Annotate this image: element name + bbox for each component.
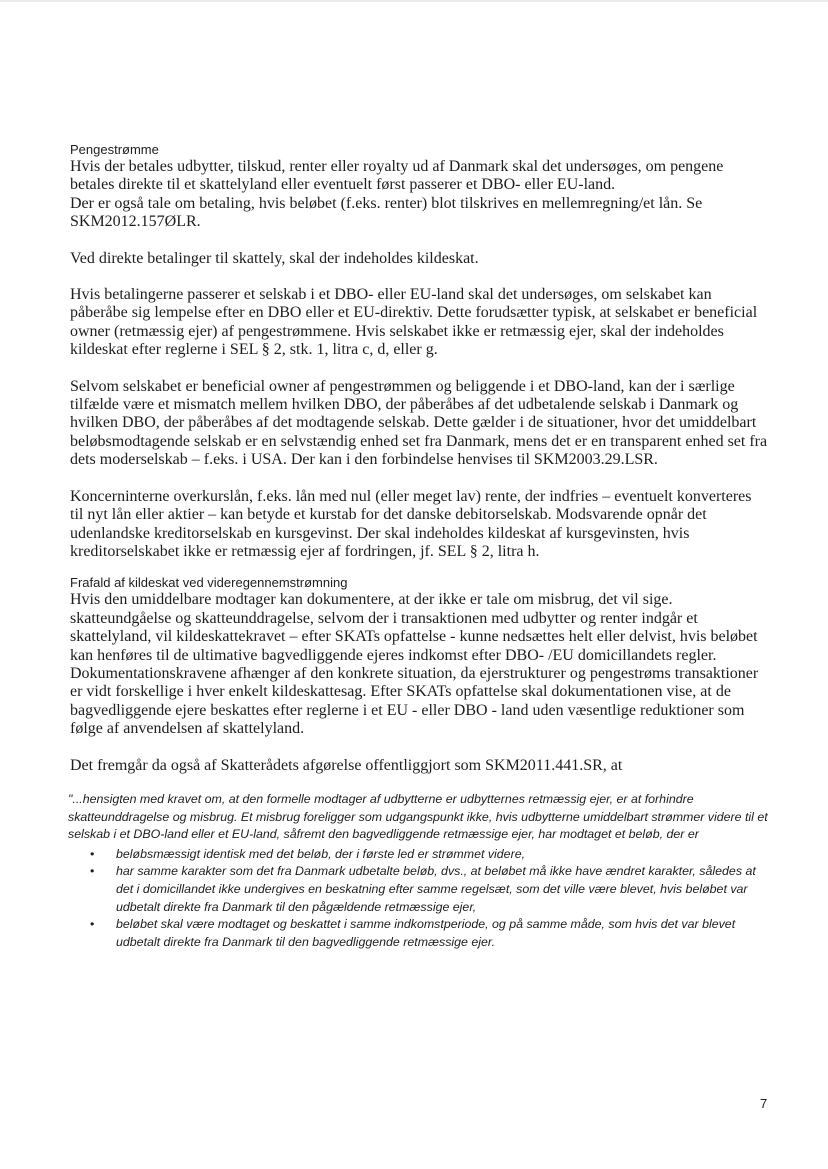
heading-frafald: Frafald af kildeskat ved videregennemstrømning [70, 575, 348, 591]
list-item-text: beløbet skal være modtaget og beskattet i samme indkomstperiode, og på samme måde, som hvis det var blevet udbetalt direkte fra Danmark til den bagvedliggende retmæssige ejer. [116, 917, 736, 949]
page-number: 7 [760, 1096, 768, 1111]
paragraph-3: Hvis betalingerne passerer et selskab i et DBO- eller EU-land skal det undersøges, om selskabet kan påberåbe sig lempelse efter en DBO eller et EU-direktiv. Dette forudsætter typisk, at selskabet er beneficial owner (retmæssig ejer) af pengestrømmene. Hvis selskabet ikke er retmæssig ejer, skal der indeholdes kildeskat efter reglerne i SEL § 2, stk. 1, litra c, d, eller g. [70, 286, 758, 359]
paragraph-7: Dokumentationskravene afhænger af den konkrete situation, da ejerstrukturer og pengestrøms transaktioner er vidt forskellige i hver enkelt kildeskattesag. Efter SKATs opfattelse skal dokumentationen vise, at de bagvedliggende ejere beskattes efter reglerne i et EU - eller DBO - land uden væsentlige reduktioner som følge af anvendelsen af skattelyland. [70, 664, 759, 738]
quote-bullet-list [68, 846, 768, 952]
paragraph-4: Selvom selskabet er beneficial owner af pengestrømmen og beliggende i et DBO-land, kan der i særlige tilfælde være et mismatch mellem hvilken DBO, der påberåbes af det udbetalende selskab i Danmark og hvilken DBO, der påberåbes af det modtagende selskab. Dette gælder i de situationer, hvor det umiddelbart beløbsmodtagende selskab er en selvstændig enhed set fra Danmark, mens det er en transparent enhed set fra dets moderselskab – f.eks. i USA. Der kan i den forbindelse henvises til SKM2003.29.LSR. [70, 377, 768, 469]
paragraph-2: Ved direkte betalinger til skattely, skal der indeholdes kildeskat. [70, 249, 479, 267]
bullet-icon: • [90, 846, 95, 861]
paragraph-6: Hvis den umiddelbare modtager kan dokumentere, at der ikke er tale om misbrug, det vil sige. skatteundgåelse og skatteunddragelse, selvom der i transaktionen med udbytter og renter indgår et skattelyland, vil kildeskattekravet – efter SKATs opfattelse - kunne nedsættes helt eller delvist, hvis beløbet kan henføres til de ultimative bagvedliggende ejeres indkomst efter DBO- /EU domicillandets regler. [70, 591, 758, 664]
top-edge [0, 0, 828, 2]
quote-block: "...hensigten med kravet om, at den formelle modtager af udbytterne er udbytternes retmæssig ejer, er at forhindre skatteunddragelse og misbrug. Et misbrug foreligger som udgangspunkt ikke, hvis udbytterne umiddelbart strømmer videre til et selskab i et DBO-land eller et EU-land, såfremt den bagvedliggende retmæssige ejer, har modtaget et beløb, der er [68, 791, 768, 842]
document-page [68, 142, 768, 951]
bullet-icon: • [90, 917, 95, 932]
list-item-text: har samme karakter som det fra Danmark udbetalte beløb, dvs., at beløbet må ikke have ændret karakter, således at det i domicillandet ikke undergives en beskatning efter samme regelsæt, som det ville være blevet, hvis beløbet var udbetalt direkte fra Danmark til den pågældende retmæssige ejer, [116, 864, 756, 914]
paragraph-1b: Der er også tale om betaling, hvis beløbet (f.eks. renter) blot tilskrives en mellemregning/et lån. Se SKM2012.157ØLR. [70, 194, 703, 231]
heading-pengestromme: Pengestrømme [70, 142, 159, 157]
paragraph-1: Hvis der betales udbytter, tilskud, renter eller royalty ud af Danmark skal det undersøges, om pengene betales direkte til et skattelyland eller eventuelt først passerer et DBO- eller EU-land. [70, 158, 724, 194]
list-item-text: beløbsmæssigt identisk med det beløb, der i første led er strømmet videre, [116, 846, 526, 861]
bullet-icon: • [90, 864, 95, 879]
list-item [90, 863, 768, 916]
list-item [90, 846, 768, 864]
list-item [90, 916, 768, 951]
paragraph-8: Det fremgår da også af Skatterådets afgørelse offentliggjort som SKM2011.441.SR, at [70, 756, 623, 774]
paragraph-5: Koncerninterne overkurslån, f.eks. lån med nul (eller meget lav) rente, der indfries – eventuelt konverteres til nyt lån eller aktier – kan betyde et kurstab for det danske debitorselskab. Modsvarende opnår det udenlandske kreditorselskab en kursgevinst. Der skal indeholdes kildeskat af kursgevinsten, hvis kreditorselskabet ikke er retmæssig ejer af fordringen, jf. SEL § 2, litra h. [70, 487, 752, 560]
